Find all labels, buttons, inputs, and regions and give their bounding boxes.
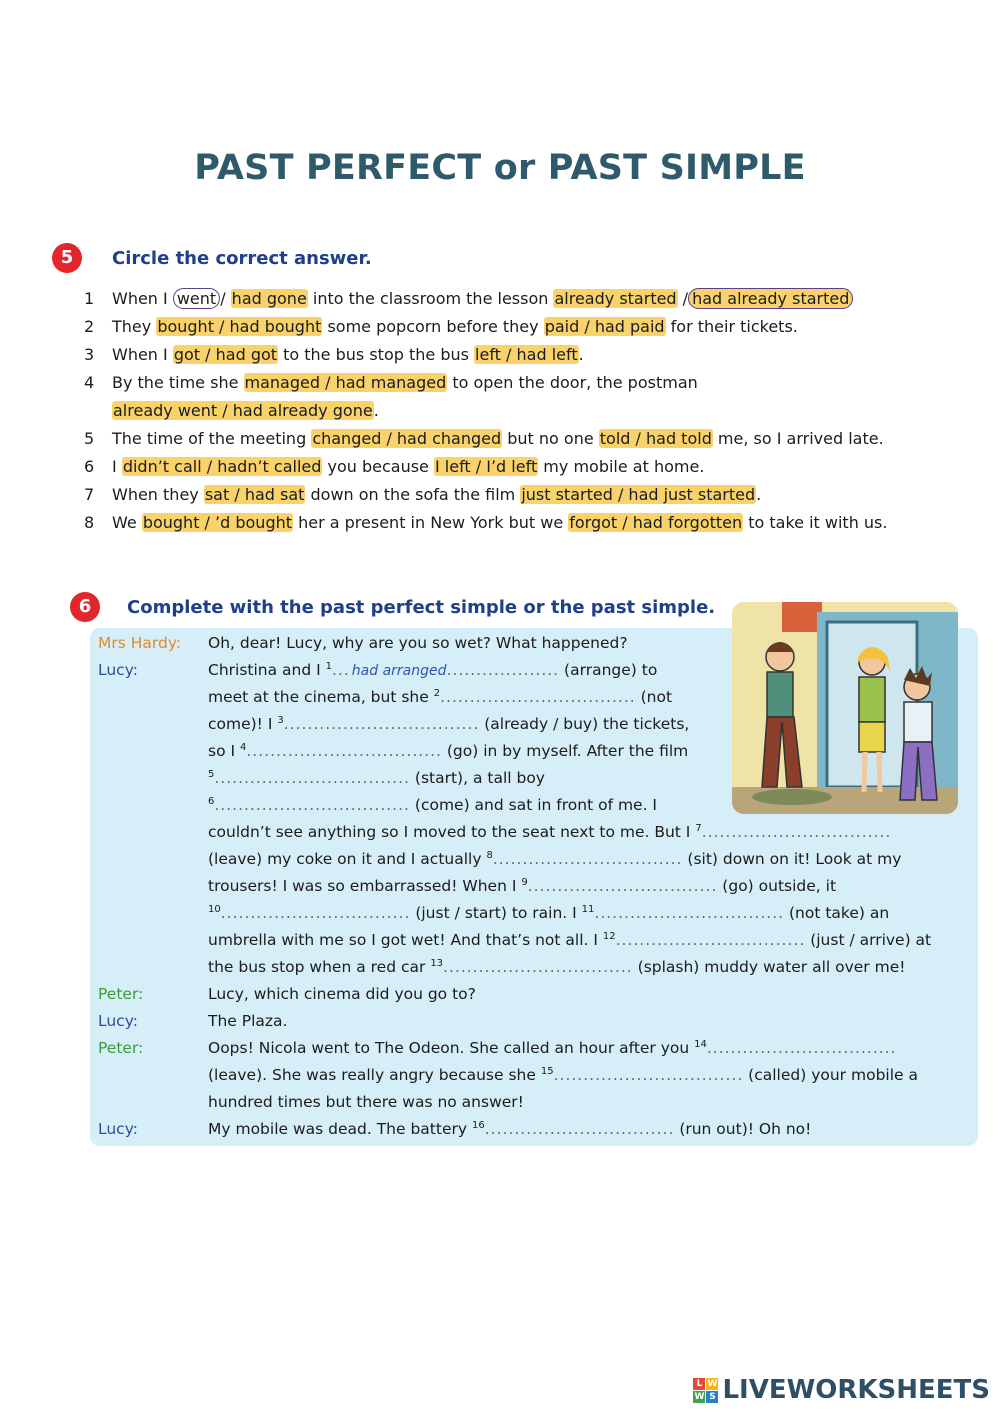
item-text: [112, 425, 884, 453]
speaker-label: [98, 711, 208, 738]
sentence-fragment: (leave) my coke on it and I actually: [208, 850, 487, 868]
speaker-label: [98, 792, 208, 819]
logo-tile: W: [707, 1378, 718, 1389]
dialogue-line: [98, 1062, 978, 1089]
line-text: [208, 819, 891, 846]
example-answer: had arranged: [351, 663, 447, 679]
answer-option[interactable]: already went / had already gone: [113, 401, 373, 420]
dialogue-line: [98, 900, 978, 927]
answer-option[interactable]: just started / had just started: [521, 485, 756, 504]
sentence-fragment: When I: [112, 345, 173, 364]
speaker-label: Peter:: [98, 985, 144, 1003]
sentence-fragment: (called) your mobile a: [743, 1066, 918, 1084]
item-text: [112, 285, 853, 313]
sentence-fragment: (not: [635, 688, 673, 706]
answer-option[interactable]: had already started: [688, 288, 853, 309]
sentence-fragment: Christina and I: [208, 661, 326, 679]
sentence-fragment: umbrella with me so I got wet! And that’s not all. I: [208, 931, 603, 949]
logo-tile: S: [706, 1391, 718, 1403]
speaker-label: [98, 684, 208, 711]
speaker-label: [98, 1062, 208, 1089]
sentence-fragment: hundred times but there was no answer!: [208, 1093, 524, 1111]
item-number: 6: [84, 457, 95, 476]
exercise-5-item: [84, 285, 964, 313]
speaker-label: [98, 954, 208, 981]
dialogue-line: [98, 1008, 978, 1035]
exercise-5-badge: 5: [52, 243, 82, 273]
line-text: [208, 765, 545, 792]
gap-number: 15: [540, 1065, 554, 1077]
exercise-6-badge: 6: [70, 592, 100, 622]
speaker-label: Mrs Hardy:: [98, 634, 182, 652]
line-text: [208, 954, 905, 981]
sentence-fragment: some popcorn before they: [322, 317, 544, 336]
sentence-fragment: to take it with us.: [743, 513, 888, 532]
sentence-fragment: (come) and sat in front of me. I: [409, 796, 658, 814]
sentence-fragment: her a present in New York but we: [293, 513, 569, 532]
sentence-fragment: The time of the meeting: [112, 429, 312, 448]
item-text: [112, 481, 761, 509]
gap-number: 5: [208, 768, 215, 780]
answer-option[interactable]: got / had got: [173, 345, 278, 364]
answer-blank[interactable]: ................................: [484, 1120, 675, 1138]
sentence-fragment: Lucy, which cinema did you go to?: [208, 985, 476, 1003]
dialogue-line: [98, 819, 978, 846]
line-text: [208, 738, 688, 765]
gap-number: 7: [695, 822, 702, 834]
line-text: [208, 927, 931, 954]
answer-option[interactable]: sat / had sat: [204, 485, 305, 504]
line-text: [208, 1062, 918, 1089]
sentence-fragment: so I: [208, 742, 240, 760]
line-text: [208, 792, 657, 819]
sentence-fragment: .: [578, 345, 584, 364]
exercise-5-item: [84, 341, 964, 369]
gap-number: 13: [430, 957, 444, 969]
sentence-fragment: (leave). She was really angry because she: [208, 1066, 541, 1084]
sentence-fragment: me, so I arrived late.: [712, 429, 884, 448]
sentence-fragment: (go) in by myself. After the film: [441, 742, 689, 760]
gap-number: 8: [486, 849, 493, 861]
sentence-fragment: (just / start) to rain. I: [410, 904, 582, 922]
gap-number: 4: [239, 741, 247, 753]
sentence-fragment: When I: [112, 289, 173, 308]
sentence-fragment: (arrange) to: [559, 661, 658, 679]
answer-blank[interactable]: ................................: [553, 1066, 744, 1084]
gap-number: 12: [602, 930, 616, 942]
answer-blank[interactable]: ................................: [443, 958, 633, 976]
line-text: [208, 873, 836, 900]
gap-number: 16: [471, 1119, 485, 1131]
sentence-fragment: /: [677, 289, 689, 308]
liveworksheets-logo-icon: [693, 1378, 718, 1403]
exercise-5-item: [84, 369, 964, 397]
answer-blank[interactable]: ................................: [706, 1039, 897, 1057]
gap-number: 2: [433, 687, 441, 699]
line-text: [208, 1008, 287, 1035]
sentence-fragment: (start), a tall boy: [409, 769, 545, 787]
answer-option[interactable]: changed / had changed: [312, 429, 502, 448]
answer-option[interactable]: managed / had managed: [244, 373, 447, 392]
item-number: 4: [84, 373, 95, 392]
speaker-label: [98, 927, 208, 954]
sentence-fragment: I: [112, 457, 122, 476]
answer-option[interactable]: told / had told: [599, 429, 712, 448]
exercise-5-item: [84, 425, 964, 453]
line-text: [208, 981, 476, 1008]
sentence-fragment: into the classroom the lesson: [307, 289, 554, 308]
answer-option[interactable]: went: [173, 288, 220, 309]
dialogue-line: [98, 1035, 978, 1062]
answer-blank[interactable]: .................................: [214, 796, 410, 814]
sentence-fragment: We: [112, 513, 142, 532]
exercise-5-item: [84, 453, 964, 481]
exercise-5-item: [84, 397, 964, 425]
answer-option[interactable]: left / had left: [475, 345, 578, 364]
answer-option[interactable]: had gone: [231, 289, 307, 308]
logo-tile: L: [693, 1378, 705, 1390]
sentence-fragment: meet at the cinema, but she: [208, 688, 434, 706]
sentence-fragment: They: [112, 317, 157, 336]
item-text: [112, 341, 584, 369]
exercise-5-item: [84, 509, 964, 537]
speaker-label: [98, 900, 208, 927]
item-number: 5: [84, 429, 95, 448]
answer-blank[interactable]: ................................: [220, 904, 411, 922]
dialogue-line: [98, 981, 978, 1008]
item-text: [112, 509, 887, 537]
line-text: [208, 657, 657, 684]
item-text: [112, 313, 798, 341]
sentence-fragment: .: [756, 485, 762, 504]
gap-number: 6: [208, 795, 215, 807]
speaker-label: Lucy:: [98, 661, 138, 679]
sentence-fragment: but no one: [502, 429, 599, 448]
answer-blank[interactable]: ................................: [594, 904, 785, 922]
sentence-fragment: down on the sofa the film: [305, 485, 521, 504]
answer-blank[interactable]: .................................: [283, 715, 480, 733]
speaker-label: Lucy:: [98, 1120, 138, 1138]
item-text: [112, 397, 379, 425]
sentence-fragment: (not take) an: [784, 904, 890, 922]
gap-number: 11: [581, 903, 595, 915]
answer-blank[interactable]: ................................: [615, 931, 806, 949]
exercise-5-item: [84, 481, 964, 509]
answer-blank[interactable]: .................................: [214, 769, 410, 787]
exercise-5-item: [84, 313, 964, 341]
gap-number: 14: [694, 1038, 707, 1050]
speaker-label: [98, 738, 208, 765]
cartoon-illustration: [732, 602, 958, 814]
sentence-fragment: my mobile at home.: [538, 457, 705, 476]
dialogue-line: [98, 954, 978, 981]
sentence-fragment: you because: [322, 457, 434, 476]
speaker-label: [98, 765, 208, 792]
item-number: 2: [84, 317, 95, 336]
line-text: [208, 846, 901, 873]
answer-blank[interactable]: ................................: [492, 850, 683, 868]
sentence-fragment: (already / buy) the tickets,: [479, 715, 690, 733]
answer-option[interactable]: already started: [554, 289, 677, 308]
answer-blank[interactable]: .................................: [440, 688, 636, 706]
dialogue-line: [98, 927, 978, 954]
sentence-fragment: (run out)! Oh no!: [674, 1120, 812, 1138]
speaker-label: Peter:: [98, 1039, 144, 1057]
dialogue-line: [98, 846, 978, 873]
liveworksheets-logo: [693, 1375, 990, 1405]
item-text: [112, 453, 704, 481]
item-text: [112, 369, 698, 397]
sentence-fragment: come)! I: [208, 715, 278, 733]
speaker-label: [98, 819, 208, 846]
item-number: 1: [84, 289, 95, 308]
answer-option[interactable]: I left / I’d left: [434, 457, 538, 476]
exercise-6-instruction: Complete with the past perfect simple or the past simple.: [127, 597, 716, 618]
exercise-5-instruction: Circle the correct answer.: [112, 248, 372, 269]
page-title: PAST PERFECT or PAST SIMPLE: [194, 148, 806, 188]
sentence-fragment: By the time she: [112, 373, 244, 392]
sentence-fragment: The Plaza.: [208, 1012, 288, 1030]
item-number: 3: [84, 345, 95, 364]
speaker-label: [98, 873, 208, 900]
sentence-fragment: Oops! Nicola went to The Odeon. She called an hour after you: [208, 1039, 695, 1057]
line-text: [208, 900, 889, 927]
dialogue-line: [98, 1116, 978, 1143]
answer-option[interactable]: bought / had bought: [157, 317, 322, 336]
sentence-fragment: the bus stop when a red car: [208, 958, 431, 976]
speaker-label: Lucy:: [98, 1012, 138, 1030]
sentence-fragment: to the bus stop the bus: [278, 345, 475, 364]
answer-blank[interactable]: ................................: [701, 823, 892, 841]
sentence-fragment: (sit) down on it! Look at my: [682, 850, 902, 868]
speaker-label: [98, 846, 208, 873]
answer-option[interactable]: bought / ’d bought: [142, 513, 293, 532]
item-number: 7: [84, 485, 95, 504]
answer-blank[interactable]: .................................: [246, 742, 442, 760]
answer-blank[interactable]: ................................: [527, 877, 718, 895]
line-text: [208, 711, 689, 738]
liveworksheets-logo-text: LIVEWORKSHEETS: [722, 1375, 990, 1405]
sentence-fragment: trousers! I was so embarrassed! When I: [208, 877, 522, 895]
answer-blank[interactable]: ...: [332, 661, 350, 679]
dialogue-line: [98, 873, 978, 900]
line-text: [208, 684, 672, 711]
sentence-fragment: (go) outside, it: [717, 877, 837, 895]
gap-number: 9: [521, 876, 528, 888]
item-number: 8: [84, 513, 95, 532]
speaker-label: [98, 1089, 208, 1116]
answer-option[interactable]: didn’t call / hadn’t called: [122, 457, 322, 476]
sentence-fragment: (just / arrive) at: [805, 931, 932, 949]
gap-number: 3: [277, 714, 284, 726]
sentence-fragment: My mobile was dead. The battery: [208, 1120, 472, 1138]
dialogue-line: [98, 1089, 978, 1116]
answer-option[interactable]: paid / had paid: [544, 317, 665, 336]
answer-option[interactable]: forgot / had forgotten: [569, 513, 743, 532]
sentence-fragment: for their tickets.: [665, 317, 798, 336]
sentence-fragment: /: [220, 289, 231, 308]
sentence-fragment: to open the door, the postman: [447, 373, 698, 392]
sentence-fragment: .: [373, 401, 379, 420]
exercise-5-list: [84, 285, 964, 537]
line-text: [208, 1089, 524, 1116]
answer-blank[interactable]: ...................: [446, 661, 560, 679]
line-text: [208, 1116, 811, 1143]
logo-tile: W: [694, 1391, 705, 1402]
sentence-fragment: When they: [112, 485, 204, 504]
line-text: [208, 1035, 897, 1062]
line-text: [208, 630, 628, 657]
gap-number: 10: [208, 903, 221, 915]
sentence-fragment: (splash) muddy water all over me!: [632, 958, 906, 976]
sentence-fragment: couldn’t see anything so I moved to the seat next to me. But I: [208, 823, 696, 841]
sentence-fragment: Oh, dear! Lucy, why are you so wet? What happened?: [208, 634, 628, 652]
gap-number: 1: [325, 660, 332, 672]
